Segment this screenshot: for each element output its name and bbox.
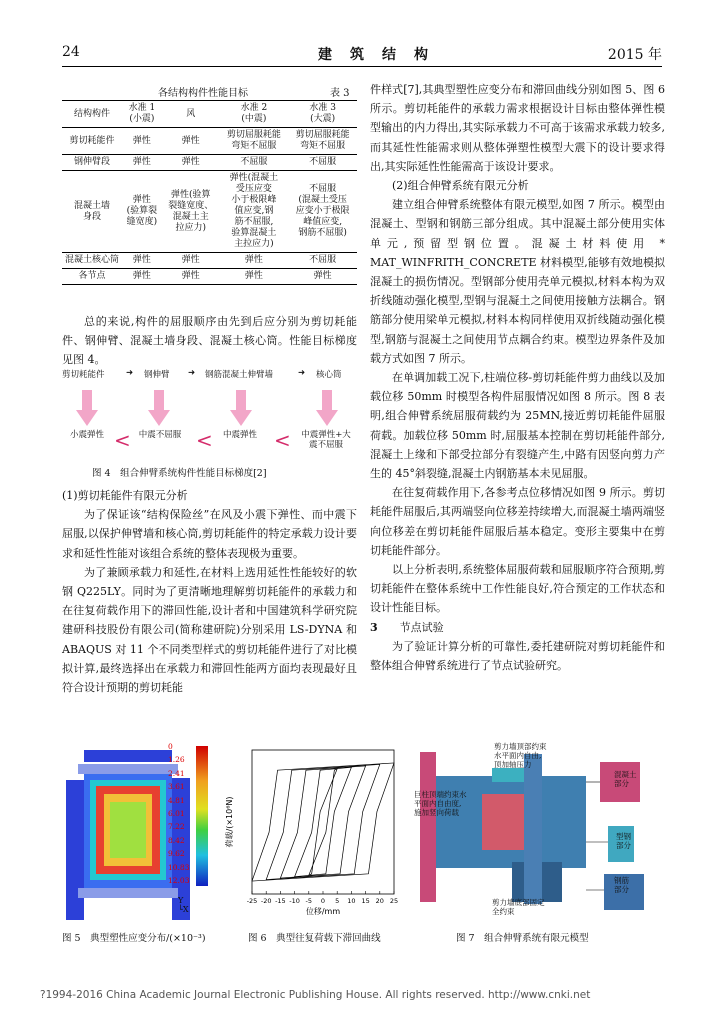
hysteresis-loop <box>266 764 380 879</box>
label-wall-bottom: 剪力墙底部固定 全约束 <box>492 898 545 916</box>
flow-arrow-right: ➜ <box>126 368 134 378</box>
flow-top-4: 核心筒 <box>316 370 342 380</box>
table-cell: 弹性 <box>220 253 289 269</box>
figure-5 <box>62 742 212 922</box>
table-cell: 弹性 <box>122 155 162 171</box>
performance-table <box>62 100 357 285</box>
table-row <box>62 101 357 128</box>
table-cell: 风 <box>162 101 220 128</box>
down-arrow-icon <box>316 390 338 426</box>
less-than-icon: < <box>274 428 291 452</box>
table-cell: 剪切屈服耗能 弯矩不屈服 <box>220 128 289 155</box>
table-row <box>62 269 357 285</box>
paragraph: 为了验证计算分析的可靠性,委托建研院对剪切耗能件和整体组合伸臂系统进行了节点试验研究。 <box>370 639 665 673</box>
table-cell: 弹性 <box>162 253 220 269</box>
flow-bottom-4: 中震弹性+大 震不屈服 <box>301 430 351 450</box>
table-cell: 弹性 <box>288 269 357 285</box>
journal-title: 建 筑 结 构 <box>318 47 430 63</box>
hysteresis-chart <box>222 742 402 920</box>
table-label: 表 3 <box>330 88 350 99</box>
header-rule <box>62 66 662 67</box>
x-tick-label: -5 <box>305 897 313 905</box>
flow-top-3: 钢筋混凝土伸臂墙 <box>205 370 274 380</box>
flow-bottom-3: 中震弹性 <box>222 430 257 440</box>
less-than-icon: < <box>196 428 213 452</box>
table-cell: 弹性 (验算裂 缝宽度) <box>122 171 162 253</box>
table-cell: 不屈服 <box>288 155 357 171</box>
table-row <box>62 253 357 269</box>
legend-value: 7.22 <box>168 822 185 832</box>
section-heading: (2)组合伸臂系统有限元分析 <box>392 179 529 193</box>
x-tick-label: -10 <box>289 897 300 905</box>
paragraph: 件样式[7],其典型塑性应变分布和滞回曲线分别如图 5、图 6 所示。剪切耗能件的承载力需求根据设计目标由整体弹性模型输出的内力得出,其实际承载力不可高于该需求承载力较多,而其延性性能需求则从整体弹塑性模型大震下的设计要求得出,其实际延性性能需高于该设计要求。 <box>370 83 665 173</box>
table-cell: 弹性 <box>122 269 162 285</box>
year: 2015 年 <box>607 47 662 63</box>
table-cell: 混凝土核心筒 <box>62 253 122 269</box>
table-cell: 水准 2 (中震) <box>220 101 289 128</box>
x-tick-label: -15 <box>275 897 286 905</box>
page-number: 24 <box>62 44 80 60</box>
table-cell: 弹性 <box>220 269 289 285</box>
legend-value: 1.26 <box>168 755 185 765</box>
hysteresis-loop <box>295 767 352 876</box>
flow-bottom-1: 小震弹性 <box>69 430 104 440</box>
table-cell: 剪切耗能件 <box>62 128 122 155</box>
legend-value: 8.42 <box>168 835 185 845</box>
down-arrow-icon <box>230 390 252 426</box>
label-steel-section: 型钢 部分 <box>616 832 631 850</box>
x-tick-label: 0 <box>320 897 326 905</box>
legend-value: 6.01 <box>168 809 185 818</box>
table-cell: 弹性(验算 裂缝宽度、 混凝土主 拉应力) <box>162 171 220 253</box>
paragraph: 为了保证该“结构保险丝”在风及小震下弹性、而中震下屈服,以保护伸臂墙和核心筒,剪切耗能件的特定承载力设计要求和延性性能对该组合系统的整体表现极为重要。 <box>62 508 357 560</box>
flow-top-2: 钢伸臂 <box>144 370 170 380</box>
left-column-top <box>62 312 357 370</box>
figure-6-caption: 图 6 典型往复荷载下滞回曲线 <box>248 933 381 944</box>
table-cell: 不屈服 (混凝土受压 应变小于极限 峰值应变, 钢筋不屈服) <box>288 171 357 253</box>
hysteresis-loop <box>280 766 365 878</box>
x-axis-label: 位移/mm <box>305 907 341 916</box>
table-cell: 不屈服 <box>220 155 289 171</box>
section-3-heading <box>370 618 665 637</box>
table-cell: 混凝土墙 身段 <box>62 171 122 253</box>
table-row <box>62 155 357 171</box>
legend-value: 10.83 <box>168 862 190 872</box>
paragraph: 总的来说,构件的屈服顺序由先到后应分别为剪切耗能件、钢伸臂、混凝土墙身段、混凝土核心筒。性能目标梯度见图 4。 <box>62 315 357 367</box>
table-cell: 弹性 <box>162 269 220 285</box>
x-tick-label: 15 <box>361 897 370 905</box>
flow-arrow-right: ➜ <box>188 368 196 378</box>
figure-5-caption: 图 5 典型塑性应变分布/(×10⁻³) <box>62 933 206 944</box>
paragraph: 建立组合伸臂系统整体有限元模型,如图 7 所示。模型由混凝土、型钢和钢筋三部分组成。其中混凝土部分使用实体单元,预留型钢位置。混凝土材料使用 * MAT_WINFRITH_CONCRETE 材料模型,能够有效地模拟混凝土的损伤情况。型钢部分使用壳单元模拟,材料本构为双折线随动强化模型,型钢与混凝土之间使用接触方法耦合。钢筋部分使用梁单元模拟,材料本构同样使用双折线随动强化模型,钢筋与混凝土之间使用节点耦合约束。模型边界条件及加载方式如图 7 所示。 <box>370 198 665 365</box>
down-arrow-icon <box>76 390 98 426</box>
x-tick-label: 10 <box>347 897 356 905</box>
table-title: 各结构构件性能目标 <box>158 88 248 99</box>
flow-top-1: 剪切耗能件 <box>62 370 105 380</box>
figure-7-caption: 图 7 组合伸臂系统有限元模型 <box>456 933 589 944</box>
table-cell: 各节点 <box>62 269 122 285</box>
table-row <box>62 171 357 253</box>
paragraph: 为了兼顾承载力和延性,在材料上选用延性性能较好的软钢 Q225LY。同时为了更清晰地理解剪切耗能件的承载力和在往复荷载作用下的滞回性能,设计者和中国建筑科学研究院建研科技股份有限公司(简称建研院)分别采用 LS-DYNA 和 ABAQUS 对 11 个不同类型样式的剪切耗能件进行了对比模拟计算,最终选择出在承载力和滞回性能两方面均表现最好且符合设计预期的剪切耗能 <box>62 565 357 695</box>
figure-4-caption: 图 4 组合伸臂系统构件性能目标梯度[2] <box>92 468 267 479</box>
table-cell: 水准 1 (小震) <box>122 101 162 128</box>
figure-6 <box>222 742 402 920</box>
legend-value: 9.62 <box>168 849 185 859</box>
table-cell: 弹性 <box>122 128 162 155</box>
label-column-top: 巨柱顶端约束水 平面内自由度, 施加竖向荷载 <box>414 790 467 817</box>
right-column <box>370 80 665 675</box>
table-cell: 弹性 <box>162 128 220 155</box>
table-cell: 水准 3 (大震) <box>288 101 357 128</box>
x-tick-label: 5 <box>335 897 340 905</box>
section-number: 3 <box>370 620 378 634</box>
section-heading: (1)剪切耗能件有限元分析 <box>62 489 188 502</box>
x-tick-label: -20 <box>260 897 272 905</box>
paragraph: 在往复荷载作用下,各参考点位移情况如图 9 所示。剪切耗能件屈服后,其两端竖向位移差持续增大,而混凝土墙两端竖向位移差在剪切耗能件屈服后基本稳定。变形主要集中在剪切耗能件部分。 <box>370 486 665 557</box>
x-tick-label: 25 <box>389 897 399 905</box>
legend-value: 4.81 <box>168 795 185 805</box>
legend-value: 0 <box>168 742 173 751</box>
label-wall-top: 剪力墙顶部约束 水平面内自由, 顶加轴压力 <box>494 742 547 769</box>
section-title: 节点试验 <box>399 620 444 634</box>
paragraph: 以上分析表明,系统整体屈服荷载和屈服顺序符合预期,剪切耗能件在整体系统中工作性能良好,符合预定的工作状态和设计性能目标。 <box>370 563 665 615</box>
x-tick-label: -25 <box>246 897 258 905</box>
less-than-icon: < <box>114 428 131 452</box>
left-column-bottom <box>62 486 357 697</box>
figure-4 <box>62 368 357 458</box>
y-axis-label: 荷载/(×10⁶N) <box>225 796 234 848</box>
legend-value: 12.03 <box>168 876 190 885</box>
table-cell: 剪切屈服耗能 弯矩不屈服 <box>288 128 357 155</box>
plot-frame <box>252 750 394 894</box>
flow-arrow-right: ➜ <box>298 368 306 378</box>
label-rebar: 钢筋 部分 <box>614 876 629 894</box>
table-cell: 不屈服 <box>288 253 357 269</box>
table-cell: 钢伸臂段 <box>62 155 122 171</box>
paragraph: 在单调加载工况下,柱端位移-剪切耗能件剪力曲线以及加载位移 50mm 时模型各构件屈服情况如图 8 所示。图 8 表明,组合伸臂系统屈服荷载约为 25MN,接近剪切耗能件屈服荷载。加载位移 50mm 时,屈服基本控制在剪切耗能件部分,混凝土上缘和下部受拉部分有裂缝产生,中路有因竖向剪力产生的 45°斜裂缝,混凝土内钢筋基本未见屈服。 <box>370 371 665 481</box>
figure-7 <box>412 742 662 920</box>
legend-value: 2.41 <box>168 768 185 778</box>
flow-bottom-2: 中震不屈服 <box>138 430 182 440</box>
legend-bar <box>196 746 208 886</box>
table-cell: 弹性(混凝土 受压应变 小于极限峰 值应变,钢 筋不屈服, 验算混凝土 主拉应力) <box>220 171 289 253</box>
copyright-footer: ?1994-2016 China Academic Journal Electronic Publishing House. All rights reserved. http://www.cnki.net <box>40 989 591 1001</box>
color-legend <box>158 742 212 892</box>
label-concrete: 混凝土 部分 <box>614 770 637 788</box>
x-tick-label: 20 <box>375 897 384 905</box>
table-row <box>62 128 357 155</box>
table-cell: 结构构件 <box>62 101 122 128</box>
table-cell: 弹性 <box>122 253 162 269</box>
hysteresis-loop <box>252 763 394 881</box>
down-arrow-icon <box>148 390 170 426</box>
legend-value: 3.61 <box>168 782 185 792</box>
axes-indicator: Y └X <box>178 896 189 914</box>
table-cell: 弹性 <box>162 155 220 171</box>
